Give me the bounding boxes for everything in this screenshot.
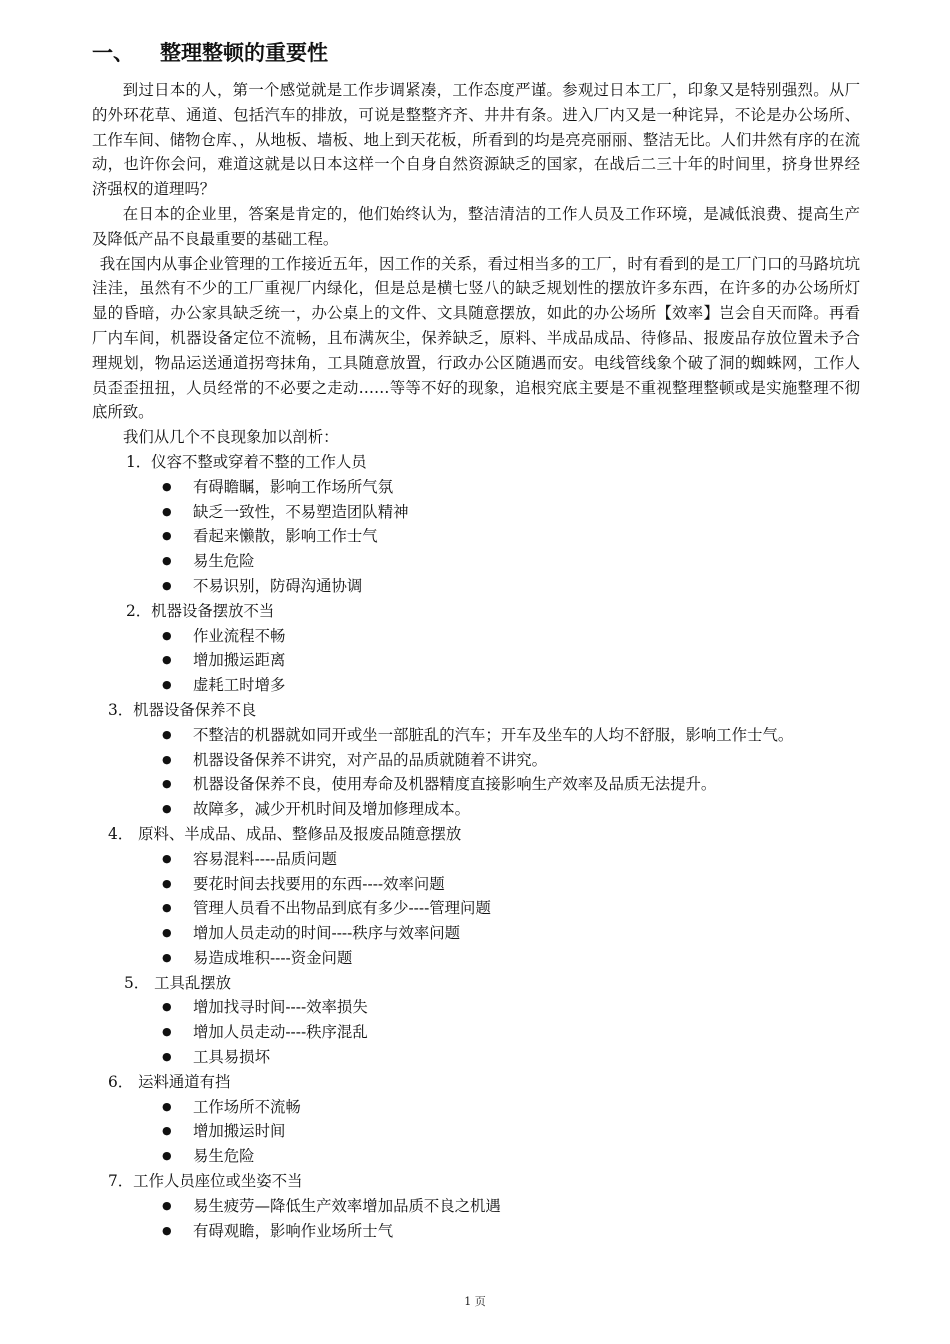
paragraph: 到过日本的人，第一个感觉就是工作步调紧凑，工作态度严谨。参观过日本工厂，印象又是特别强烈。从厂的外环花草、通道、包括汽车的排放，可说是整整齐齐、井井有条。进入厂内又是一种诧异，不论是办公场所、工作车间、储物仓库、，从地板、墙板、地上到天花板，所看到的均是亮亮丽丽、整洁无比。人们井然有序的在流动，也许你会问，难道这就是以日本这样一个自身自然资源缺乏的国家，在战后二三十年的时间里，挤身世界经济强权的道理吗？ (92, 81, 860, 199)
problem-section (92, 1070, 860, 1169)
list-item-text: 增加搬运时间 (193, 1122, 286, 1141)
bullet-list (92, 723, 860, 822)
problem-heading: 5． 工具乱摆放 (124, 973, 232, 992)
bullet-icon: ● (162, 1000, 172, 1014)
section-title (92, 38, 328, 68)
list-item (92, 1219, 860, 1244)
section-title-text: 整理整顿的重要性 (160, 41, 328, 65)
bullet-icon: ● (162, 529, 172, 543)
problem-heading: 7．工作人员座位或坐姿不当 (108, 1172, 303, 1191)
list-item (92, 921, 860, 946)
bullet-icon: ● (162, 851, 172, 865)
list-item-text: 机器设备保养不良，使用寿命及机器精度直接影响生产效率及品质无法提升。 (193, 775, 717, 794)
document-body (92, 78, 860, 1243)
bullet-icon: ● (162, 1050, 172, 1064)
list-item (92, 648, 860, 673)
list-item (92, 574, 860, 599)
list-item-text: 要花时间去找要用的东西----效率问题 (193, 874, 445, 893)
list-item-text: 工作场所不流畅 (193, 1097, 301, 1116)
bullet-icon: ● (162, 578, 172, 592)
bullet-list (92, 624, 860, 698)
list-item-text: 增加人员走动的时间----秩序与效率问题 (193, 924, 461, 943)
bullet-icon: ● (162, 1099, 172, 1113)
list-item-text: 机器设备保养不讲究，对产品的品质就随着不讲究。 (193, 750, 547, 769)
bullet-icon: ● (162, 1124, 172, 1138)
list-item (92, 847, 860, 872)
bullet-icon: ● (162, 752, 172, 766)
list-item-text: 易生疲劳—降低生产效率增加品质不良之机遇 (193, 1196, 501, 1215)
list-item (92, 748, 860, 773)
list-item (92, 1095, 860, 1120)
list-item-text: 看起来懒散，影响工作士气 (193, 527, 378, 546)
bullet-icon: ● (162, 926, 172, 940)
bullet-icon: ● (162, 950, 172, 964)
bullet-icon: ● (162, 554, 172, 568)
list-item-text: 有碍瞻瞩，影响工作场所气氛 (193, 477, 394, 496)
list-item-text: 增加找寻时间----效率损失 (193, 998, 368, 1017)
list-item-text: 增加人员走动----秩序混乱 (193, 1023, 368, 1042)
analysis-intro: 我们从几个不良现象加以剖析： (123, 428, 339, 447)
bullet-icon: ● (162, 1223, 172, 1237)
bullet-list (92, 1095, 860, 1169)
list-item (92, 549, 860, 574)
bullet-icon: ● (162, 1025, 172, 1039)
problem-section (92, 971, 860, 1070)
problem-heading: 1．仪容不整或穿着不整的工作人员 (126, 452, 367, 471)
page-number: 1 页 (464, 1295, 486, 1308)
list-item (92, 797, 860, 822)
list-item-text: 增加搬运距离 (193, 651, 286, 670)
bullet-icon: ● (162, 901, 172, 915)
list-item (92, 946, 860, 971)
problem-section (92, 822, 860, 971)
bullet-list (92, 995, 860, 1069)
problem-section (92, 1169, 860, 1243)
list-item-text: 易生危险 (193, 552, 255, 571)
list-item (92, 896, 860, 921)
bullet-list (92, 847, 860, 971)
list-item-text: 有碍观瞻，影响作业场所士气 (193, 1221, 394, 1240)
bullet-icon: ● (162, 727, 172, 741)
bullet-list (92, 1194, 860, 1244)
list-item-text: 管理人员看不出物品到底有多少----管理问题 (193, 899, 491, 918)
list-item-text: 容易混料----品质问题 (193, 849, 337, 868)
problem-section (92, 698, 860, 822)
problem-heading: 3．机器设备保养不良 (108, 700, 257, 719)
list-item (92, 1020, 860, 1045)
list-item (92, 475, 860, 500)
bullet-icon: ● (162, 504, 172, 518)
list-item (92, 872, 860, 897)
bullet-icon: ● (162, 653, 172, 667)
paragraph: 我在国内从事企业管理的工作接近五年，因工作的关系，看过相当多的工厂，时有看到的是工厂门口的马路坑坑洼洼，虽然有不少的工厂重视厂内绿化，但是总是横七竖八的缺乏规划性的摆放许多东西，在许多的办公场所灯显的昏暗，办公家具缺乏统一，办公桌上的文件、文具随意摆放，如此的办公场所【效率】岂会自天而降。再看厂内车间，机器设备定位不流畅，且布满灰尘，保养缺乏，原料、半成品成品、待修品、报废品存放位置未予合理规划，物品运送通道拐弯抹角，工具随意放置，行政办公区随遇而安。电线管线象个破了洞的蜘蛛网，工作人员歪歪扭扭，人员经常的不必要之走动……等等不好的现象，追根究底主要是不重视整理整顿或是实施整理不彻底所致。 (92, 254, 860, 422)
section-number: 一、 (92, 41, 134, 65)
problem-heading: 6． 运料通道有挡 (108, 1072, 231, 1091)
list-item-text: 虚耗工时增多 (193, 676, 286, 695)
list-item-text: 不易识别，防碍沟通协调 (193, 576, 363, 595)
list-item (92, 673, 860, 698)
list-item-text: 作业流程不畅 (193, 626, 286, 645)
list-item-text: 不整洁的机器就如同开或坐一部脏乱的汽车；开车及坐车的人均不舒服，影响工作士气。 (193, 725, 794, 744)
bullet-icon: ● (162, 802, 172, 816)
list-item (92, 1144, 860, 1169)
problem-heading: 4． 原料、半成品、成品、整修品及报废品随意摆放 (108, 824, 462, 843)
list-item (92, 1119, 860, 1144)
paragraph: 在日本的企业里，答案是肯定的，他们始终认为，整洁清洁的工作人员及工作环境，是减低浪费、提高生产及降低产品不良最重要的基础工程。 (92, 204, 860, 248)
list-item (92, 772, 860, 797)
list-item-text: 故障多，减少开机时间及增加修理成本。 (193, 800, 471, 819)
list-item-text: 易造成堆积----资金问题 (193, 948, 353, 967)
list-item (92, 500, 860, 525)
bullet-icon: ● (162, 678, 172, 692)
list-item-text: 易生危险 (193, 1147, 255, 1166)
problem-section (92, 450, 860, 599)
bullet-icon: ● (162, 777, 172, 791)
bullet-icon: ● (162, 479, 172, 493)
list-item (92, 723, 860, 748)
list-item-text: 缺乏一致性，不易塑造团队精神 (193, 502, 409, 521)
list-item-text: 工具易损坏 (193, 1048, 270, 1067)
bullet-icon: ● (162, 876, 172, 890)
list-item (92, 1194, 860, 1219)
bullet-icon: ● (162, 1198, 172, 1212)
list-item (92, 524, 860, 549)
bullet-list (92, 475, 860, 599)
problem-heading: 2．机器设备摆放不当 (126, 601, 275, 620)
bullet-icon: ● (162, 628, 172, 642)
list-item (92, 1045, 860, 1070)
problem-section (92, 599, 860, 698)
bullet-icon: ● (162, 1149, 172, 1163)
list-item (92, 995, 860, 1020)
list-item (92, 624, 860, 649)
